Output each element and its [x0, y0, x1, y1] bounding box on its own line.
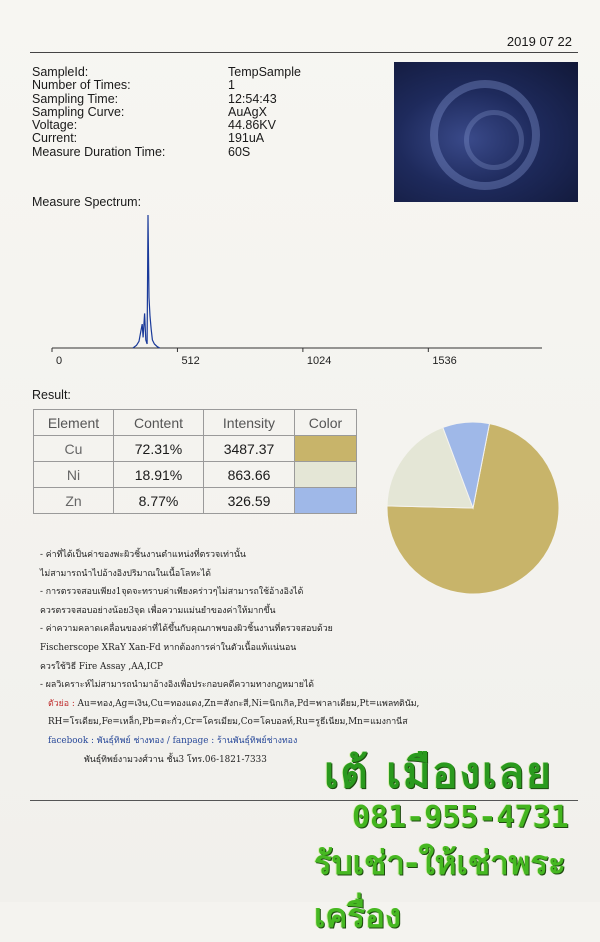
info-value: AuAgX: [228, 104, 267, 119]
info-key: Sampling Time:: [32, 91, 119, 106]
cell-element: Ni: [34, 462, 114, 488]
abbreviations-title: ตัวย่อ :: [48, 698, 75, 709]
info-row: [32, 66, 301, 79]
spectrum-line: [133, 215, 160, 348]
col-header-element: Element: [34, 410, 114, 436]
cell-color-swatch: [295, 488, 357, 514]
note-line: ไม่สามารถนำไปอ้างอิงปริมาณในเนื้อโลหะได้: [40, 568, 211, 579]
info-row: [32, 93, 301, 106]
note-line: - ค่าที่ได้เป็นค่าของพะผิวชิ้นงานตำแหน่งที่ตรวจเท่านั้น: [40, 550, 246, 560]
info-value: 1: [228, 78, 235, 93]
spectrum-chart: [30, 205, 550, 370]
info-value: 60S: [228, 144, 251, 159]
facebook-line: facebook : พันธุ์ทิพย์ ช่างทอง / fanpage : ร้านพันธุ์ทิพย์ช่างทอง: [48, 735, 298, 746]
shop-name-overlay: เต้ เมืองเลย: [324, 748, 553, 797]
info-row: [32, 119, 301, 132]
x-tick-label: 512: [181, 355, 200, 367]
phone-overlay: 081-955-4731: [352, 800, 569, 835]
slogan-overlay: รับเช่า-ให้เช่าพระเครื่อง: [314, 843, 566, 935]
x-tick-label: 0: [56, 355, 63, 367]
col-header-color: Color: [295, 410, 357, 436]
table-row: [34, 462, 357, 488]
table-header-row: [34, 410, 357, 436]
cell-content: 8.77%: [114, 488, 204, 514]
note-line: ควรใช้วิธี Fire Assay ,AA,ICP: [40, 661, 163, 672]
info-row: [32, 106, 301, 119]
cell-color-swatch: [295, 462, 357, 488]
notes-block: [40, 546, 420, 769]
sample-photo: [394, 62, 578, 202]
abbreviations-line: [40, 695, 420, 714]
x-tick-label: 1536: [432, 355, 457, 367]
address-line: พันธุ์ทิพย์งามวงศ์วาน ชั้น3 โทร.06-1821-7333: [84, 754, 267, 765]
info-key: Number of Times:: [32, 78, 131, 93]
cell-element: Cu: [34, 436, 114, 462]
info-value: 12:54:43: [228, 91, 277, 106]
info-row: [32, 146, 301, 159]
cell-content: 72.31%: [114, 436, 204, 462]
result-label: Result:: [32, 388, 71, 402]
cell-intensity: 3487.37: [204, 436, 295, 462]
cell-content: 18.91%: [114, 462, 204, 488]
table-row: [34, 436, 357, 462]
x-tick-label: 1024: [306, 355, 332, 367]
table-row: [34, 488, 357, 514]
info-key: Current:: [32, 131, 78, 146]
info-value: 191uA: [228, 131, 265, 146]
note-line: - ค่าความคลาดเคลื่อนของค่าที่ได้ขึ้นกับคุณภาพของผิวชิ้นงานที่ตรวจสอบด้วย: [40, 624, 333, 635]
cell-color-swatch: [295, 436, 357, 462]
note-line: Fischerscope XRaY Xan-Fd หากต้องการค่าในตัวเนื้อแท้แน่นอน: [40, 642, 297, 653]
top-divider: [30, 52, 578, 53]
info-key: Voltage:: [32, 118, 78, 133]
sample-info: [32, 66, 301, 159]
info-key: Measure Duration Time:: [32, 144, 166, 159]
info-value: TempSample: [228, 65, 301, 79]
result-table: [33, 409, 357, 514]
info-key: Sampling Curve:: [32, 104, 125, 119]
note-line: - ผลวิเคราะห์ไม่สามารถนำมาอ้างอิงเพื่อประกอบคดีความทางกฎหมายได้: [40, 680, 315, 691]
abbreviations-text: Au=ทอง,Ag=เงิน,Cu=ทองแดง,Zn=สังกะสี,Ni=นิกเกิล,Pd=พาลาเดียม,Pt=แพลทตินัม,: [77, 698, 420, 709]
note-line: ควรตรวจสอบอย่างน้อย3จุด เพื่อความแม่นยำของค่าให้มากขึ้น: [40, 605, 276, 616]
abbreviations-line: RH=โรเดียม,Fe=เหล็ก,Pb=ตะกั่ว,Cr=โครเมียม,Co=โคบอลท์,Ru=รูธีเนียม,Mn=แมงกานีส: [48, 717, 408, 728]
info-row: [32, 132, 301, 145]
note-line: - การตรวจสอบเพียง1จุดจะทราบค่าเพียงคร่าวๆไม่สามารถใช้อ้างอิงได้: [40, 587, 304, 598]
col-header-content: Content: [114, 410, 204, 436]
report-date: 2019 07 22: [506, 34, 572, 49]
cell-intensity: 326.59: [204, 488, 295, 514]
info-key: SampleId:: [32, 65, 89, 79]
cell-intensity: 863.66: [204, 462, 295, 488]
col-header-intensity: Intensity: [204, 410, 295, 436]
info-row: [32, 79, 301, 92]
cell-element: Zn: [34, 488, 114, 514]
info-value: 44.86KV: [228, 118, 276, 133]
spectrum-label: Measure Spectrum:: [32, 195, 142, 209]
sample-photo-inner-ring: [464, 110, 524, 170]
